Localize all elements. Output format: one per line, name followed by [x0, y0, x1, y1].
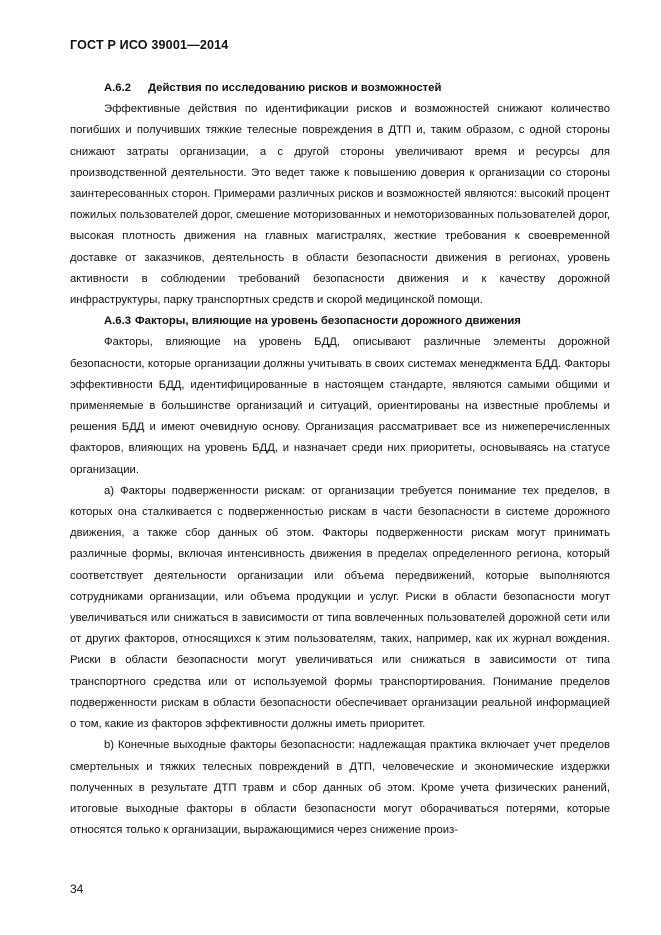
paragraph: а) Факторы подверженности рискам: от организации требуется понимание тех пределов, в которых она сталкивается с подверженностью рискам в части безопасности в системе дорожного движения, а также сбор данных об этом. Факторы подверженности рискам могут принимать различные формы, включая интенсивность движения в пределах определенного региона, который соответствует деятельности организации или объема передвижений, которые выполняются сотрудниками организации, или объема продукции и услуг. Риски в области безопасности могут увеличиваться или снижаться в зависимости от типа вовлеченных пользователей дорожной сети или от других факторов, относящихся к этим пользователям, таких, например, как их журнал вождения. Риски в области безопасности могут увеличиваться или снижаться в зависимости от типа транспортного средства или от используемой формы транспортирования. Понимание пределов подверженности рискам в области безопасности обеспечивает организации реальной информацией о том, какие из факторов эффективности должны иметь приоритет.: [70, 484, 610, 731]
paragraph: Эффективные действия по идентификации рисков и возможностей снижают количество погибших и получивших тяжкие телесные повреждения в ДТП и, таким образом, с одной стороны снижают затраты организации, а с другой стороны увеличивают время и ресурсы для производственной деятельности. Это ведет также к повышению доверия к организации со стороны заинтересованных сторон. Примерами различных рисков и возможностей являются: высокий процент пожилых пользователей дорог, смешение моторизованных и немоторизованных пользователей дорог, высокая плотность движения на главных магистралях, жесткие требования к своевременной доставке от заказчиков, деятельность в области безопасности движения в регионах, уровень активности в соблюдении требований безопасности движения и к качеству дорожной инфраструктуры, парку транспортных средств и скорой медицинской помощи.: [70, 103, 610, 307]
section-title: Факторы, влияющие на уровень безопасности дорожного движения: [135, 315, 521, 328]
page-number: 34: [70, 882, 84, 896]
section-heading: [70, 311, 610, 332]
section-heading: [70, 78, 610, 99]
paragraph: Факторы, влияющие на уровень БДД, описывают различные элементы дорожной безопасности, которые организации должны учитывать в своих системах менеджмента БДД. Факторы эффективности БДД, идентифицированные в настоящем стандарте, являются самыми общими и применяемые в большинстве организаций и ситуаций, ориентированы на известные проблемы и решения БДД и имеют очевидную основу. Организация рассматривает все из нижеперечисленных факторов, влияющих на уровень БДД, и назначает среди них приоритеты, основываясь на статусе организации.: [70, 336, 610, 476]
paragraph: b) Конечные выходные факторы безопасности: надлежащая практика включает учет пределов смертельных и тяжких телесных повреждений в ДТП, человеческие и экономические издержки полученных в результате ДТП травм и сбор данных об этом. Кроме учета физических ранений, итоговые выходные факторы в области безопасности могут оборачиваться потерями, которые относятся только к организации, выражающимися через снижение произ-: [70, 739, 610, 837]
section-number: А.6.2: [104, 82, 132, 94]
section-title: Действия по исследованию рисков и возможностей: [148, 82, 442, 94]
section-number: А.6.3: [104, 315, 132, 328]
document-body: [70, 78, 610, 841]
document-header: ГОСТ Р ИСО 39001—2014: [70, 38, 229, 52]
